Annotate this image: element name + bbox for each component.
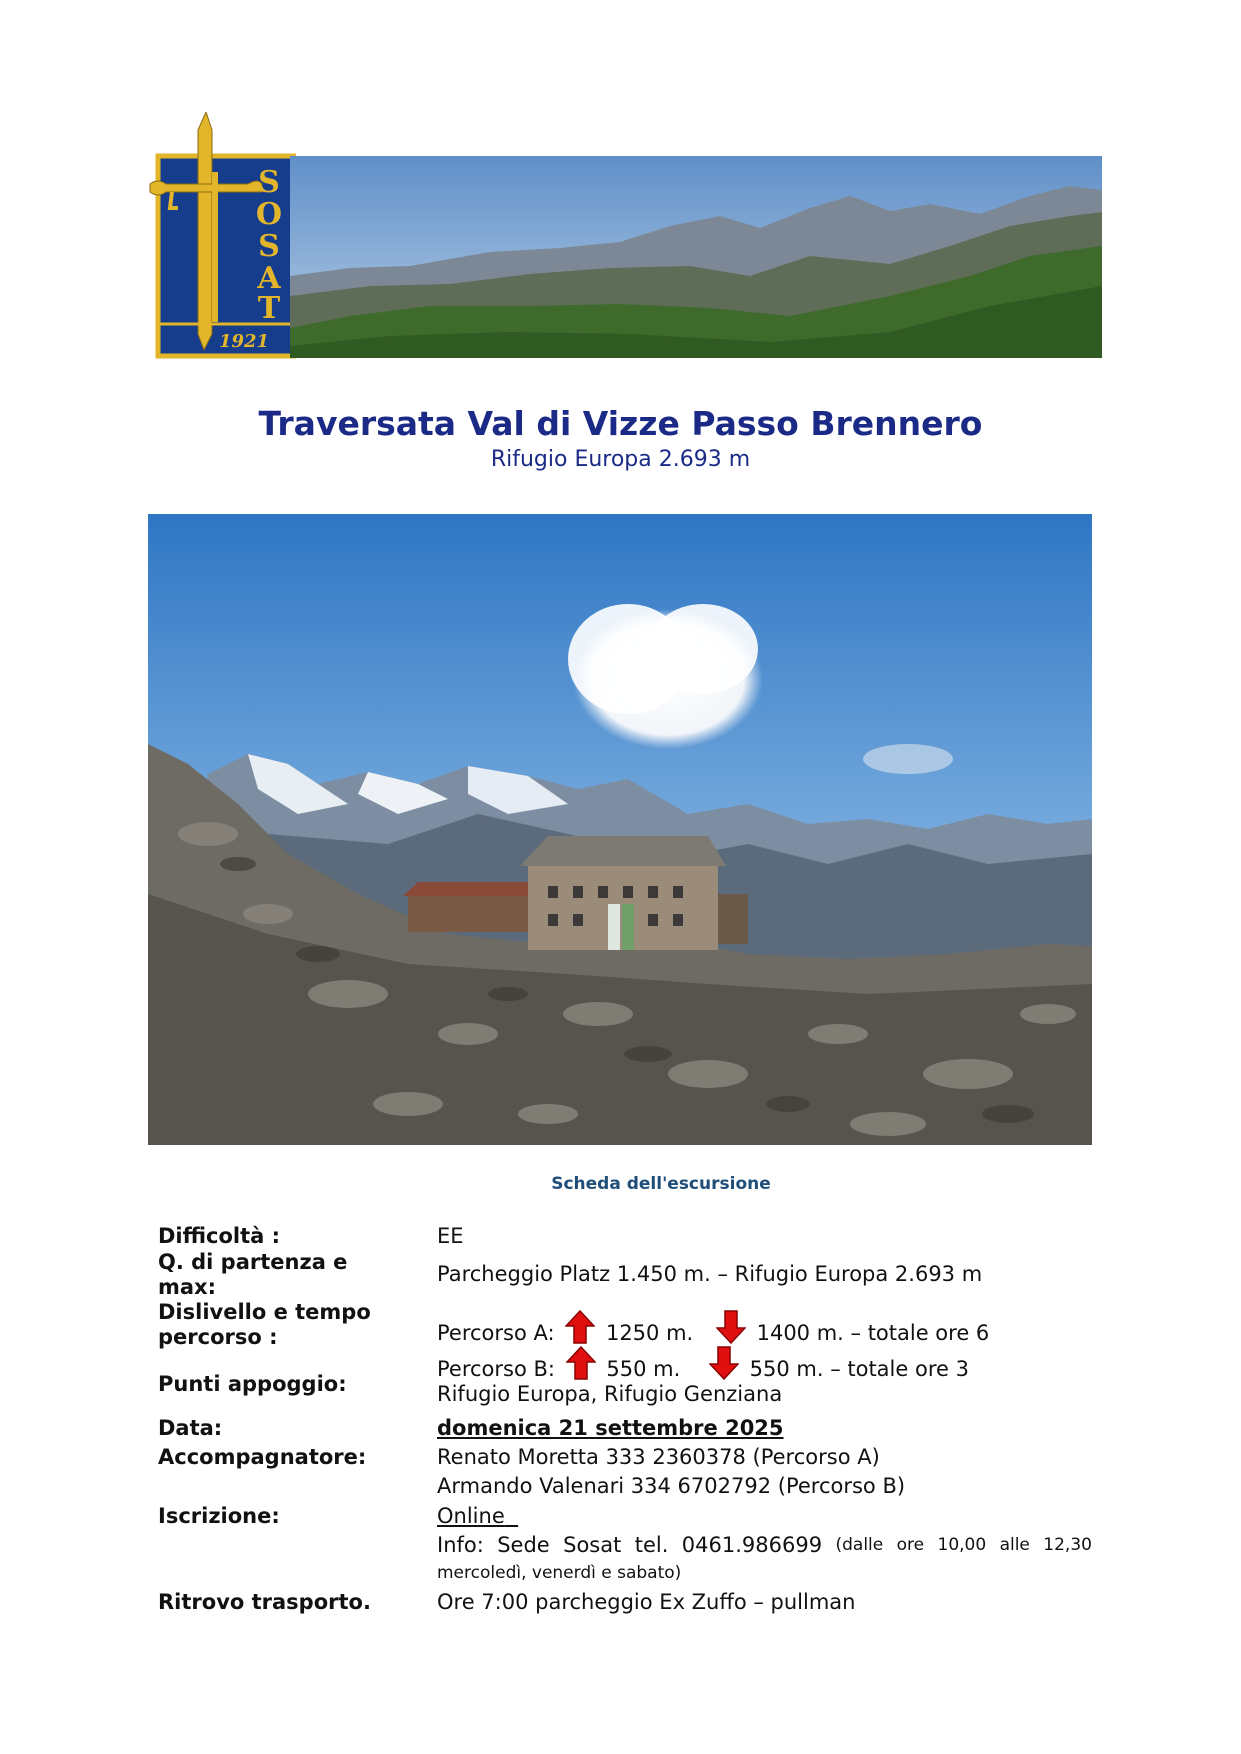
accompagnatore-label: Accompagnatore: [158,1445,367,1469]
section-caption: Scheda dell'escursione [551,1174,771,1194]
data-label: Data: [158,1416,223,1440]
iscrizione-info-line1 [437,1533,1092,1558]
info-word: Sosat [563,1533,622,1557]
page-title: Traversata Val di Vizze Passo Brennero [258,404,983,443]
dislivello-label-line1: Dislivello e tempo [158,1300,371,1324]
red-up-arrow-icon [566,1346,596,1380]
partenza-value: Parcheggio Platz 1.450 m. – Rifugio Europa 2.693 m [437,1262,983,1286]
svg-text:1921: 1921 [218,331,270,352]
info-word: tel. [634,1533,669,1557]
svg-text:T: T [257,291,281,326]
info-hours-word: alle [999,1535,1030,1555]
difficolta-label: Difficoltà : [158,1224,281,1248]
percorso-a-row [437,1310,1092,1346]
online-link[interactable]: Online [437,1504,505,1528]
accompagnatore-line2: Armando Valenari 334 6702792 (Percorso B) [437,1474,906,1498]
ritrovo-label: Ritrovo trasporto. [158,1590,371,1614]
info-word: Sede [497,1533,550,1557]
percorso-b-up: 550 m. [606,1357,681,1381]
info-hours-word: (dalle [835,1535,884,1555]
difficolta-value: EE [437,1224,464,1248]
page-subtitle: Rifugio Europa 2.693 m [490,447,751,472]
ritrovo-value: Ore 7:00 parcheggio Ex Zuffo – pullman [437,1590,856,1614]
percorso-a-down: 1400 m. – totale ore 6 [756,1321,990,1345]
iscrizione-label: Iscrizione: [158,1504,280,1528]
info-hours-word: 12,30 [1043,1535,1092,1555]
iscrizione-link-row [437,1504,1092,1529]
dislivello-label-line2: percorso : [158,1325,278,1349]
mountain-panorama [290,156,1102,358]
percorso-b-down: 550 m. – totale ore 3 [749,1357,969,1381]
percorso-a-prefix: Percorso A: [437,1321,555,1345]
partenza-label-line1: Q. di partenza e [158,1250,348,1274]
svg-text:S: S [258,229,280,264]
data-value: domenica 21 settembre 2025 [437,1416,784,1440]
iscrizione-info-line2: mercoledì, venerdì e sabato) [437,1563,682,1583]
red-up-arrow-icon [565,1310,595,1344]
partenza-label-line2: max: [158,1275,216,1299]
info-phone: 0461.986699 [681,1533,823,1557]
partenza-label [158,1250,428,1300]
info-word: Info: [437,1533,484,1557]
info-hours-word: 10,00 [937,1535,987,1555]
red-down-arrow-icon [709,1346,739,1380]
percorso-b-prefix: Percorso B: [437,1357,555,1381]
percorso-b-row [437,1346,1092,1382]
appoggio-value: Rifugio Europa, Rifugio Genziana [437,1382,783,1406]
info-hours-word: ore [896,1535,925,1555]
svg-text:A: A [257,261,281,296]
svg-text:S: S [258,165,280,200]
sosat-logo [148,112,296,360]
red-down-arrow-icon [716,1310,746,1344]
rifugio-europa-photo [148,514,1092,1145]
appoggio-label: Punti appoggio: [158,1372,347,1396]
accompagnatore-line1: Renato Moretta 333 2360378 (Percorso A) [437,1445,880,1469]
svg-text:O: O [255,197,283,232]
percorso-a-up: 1250 m. [605,1321,694,1345]
dislivello-label [158,1300,428,1350]
